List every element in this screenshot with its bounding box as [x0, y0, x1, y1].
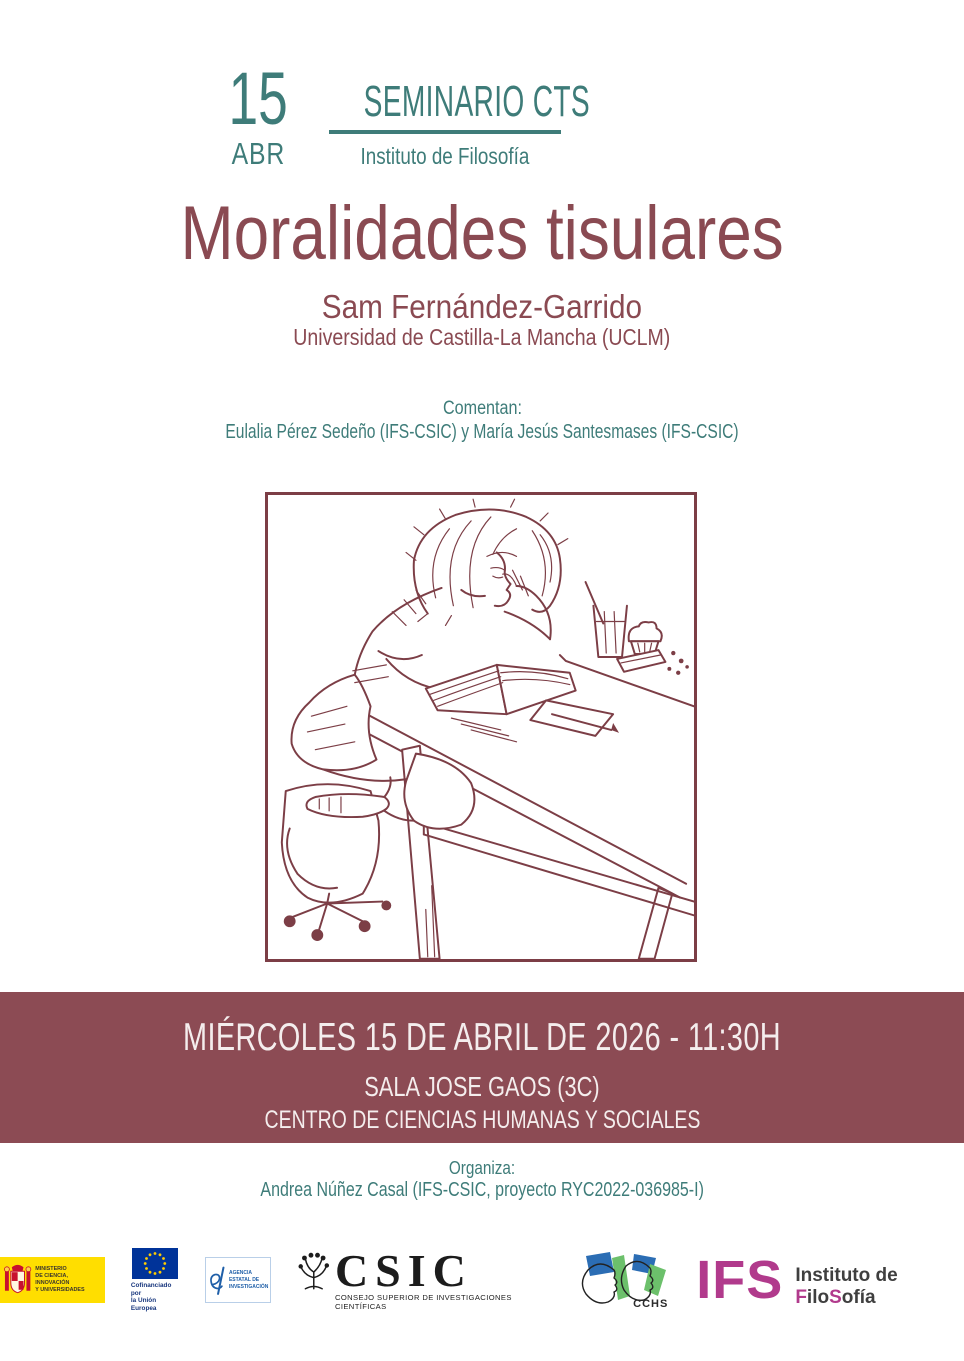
- spain-coat-of-arms-icon: [3, 1261, 32, 1299]
- csic-wordmark: [334, 1244, 550, 1312]
- ministry-text: MINISTERIO DE CIENCIA, INNOVACIÓN Y UNIVERSIDADES: [35, 1266, 85, 1294]
- eu-caption: Cofinanciado por la Unión Europea: [130, 1282, 172, 1313]
- reading-woman-illustration: [265, 492, 697, 962]
- series-underline: [329, 130, 561, 134]
- banner-datetime: MIÉRCOLES 15 DE ABRIL DE 2026 - 11:30H: [183, 1016, 781, 1059]
- talk-title: Moralidades tisulares: [180, 191, 784, 276]
- speaker-name: Sam Fernández-Garrido: [321, 288, 643, 325]
- series-title: SEMINARIO CTS: [363, 77, 590, 126]
- banner-room: SALA JOSE GAOS (3C): [364, 1071, 600, 1102]
- aei-glyph-icon: [208, 1260, 227, 1300]
- event-banner: [0, 992, 964, 1143]
- csic-full-name: CONSEJO SUPERIOR DE INVESTIGACIONES CIENTÍFICAS: [334, 1293, 512, 1312]
- eu-flag-icon: [132, 1248, 178, 1279]
- line-drawing: [268, 495, 694, 959]
- snack-bar-crumbs: [617, 650, 689, 675]
- banner-venue: CENTRO DE CIENCIAS HUMANAS Y SOCIALES: [264, 1106, 700, 1134]
- ifs-institute-name: Instituto de FiloSofía: [795, 1265, 898, 1309]
- speaker-affiliation: Universidad de Castilla-La Mancha (UCLM): [293, 324, 671, 350]
- ifs-logo: [696, 1251, 964, 1309]
- date-day: 15: [228, 57, 288, 140]
- series-header: [300, 77, 590, 170]
- event-date-block: [206, 57, 310, 172]
- organizer-label: Organiza:: [448, 1158, 516, 1178]
- commenters-label: Comentan:: [442, 398, 522, 419]
- ministry-logo: [0, 1257, 105, 1303]
- paper-and-pencil: [530, 700, 619, 736]
- aei-text: AGENCIA ESTATAL DE INVESTIGACIÓN: [228, 1270, 269, 1290]
- eu-cofunding-logo: [131, 1248, 180, 1313]
- csic-logo: [297, 1244, 550, 1312]
- reading-woman: [291, 499, 567, 829]
- commenters-names: Eulalia Pérez Sedeño (IFS-CSIC) y María Jesús Santesmases (IFS-CSIC): [225, 421, 739, 443]
- institute-name: Instituto de Filosofía: [360, 143, 530, 169]
- cchs-logo: [576, 1248, 670, 1312]
- logo-row: [0, 1244, 964, 1313]
- date-month: ABR: [231, 136, 285, 172]
- ifs-acronym: IFS: [696, 1250, 784, 1311]
- aei-logo: [205, 1257, 271, 1303]
- cchs-acronym: CCHS: [633, 1298, 669, 1311]
- cupcake: [629, 622, 662, 654]
- csic-tree-icon: [297, 1250, 331, 1294]
- csic-acronym: CSIC: [334, 1244, 473, 1296]
- drink-glass: [586, 582, 627, 657]
- organizer-name: Andrea Núñez Casal (IFS-CSIC, proyecto RYC2022-036985-I): [260, 1179, 704, 1201]
